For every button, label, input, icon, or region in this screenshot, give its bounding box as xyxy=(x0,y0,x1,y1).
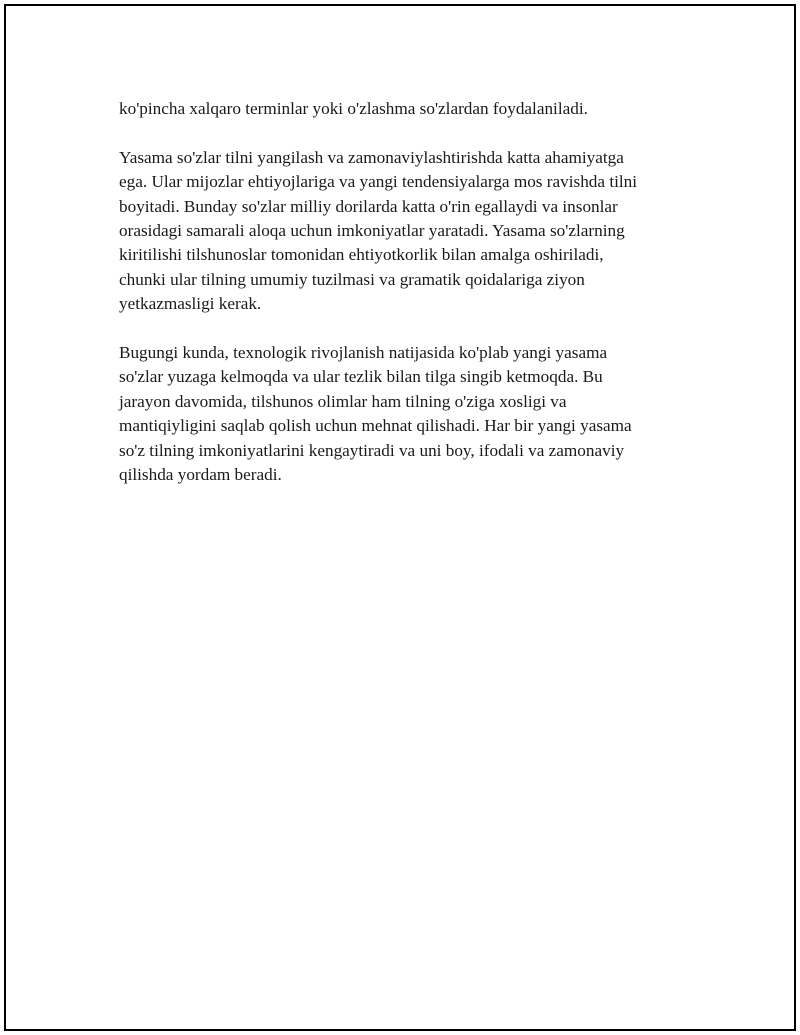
text-line: so'zlar yuzaga kelmoqda va ular tezlik bilan tilga singib ketmoqda. Bu xyxy=(119,367,603,387)
text-line: kiritilishi tilshunoslar tomonidan ehtiyotkorlik bilan amalga oshiriladi, xyxy=(119,245,604,265)
text-line: yetkazmasligi kerak. xyxy=(119,294,262,314)
paragraph-1 xyxy=(119,97,679,121)
text-line: ega. Ular mijozlar ehtiyojlariga va yangi tendensiyalarga mos ravishda tilni xyxy=(119,172,638,192)
text-line: jarayon davomida, tilshunos olimlar ham tilning o'ziga xosligi va xyxy=(119,391,567,411)
document-body xyxy=(119,97,679,512)
text-line: Bugungi kunda, texnologik rivojlanish natijasida ko'plab yangi yasama xyxy=(119,343,608,363)
document-page xyxy=(4,4,796,1031)
text-line: Yasama so'zlar tilni yangilash va zamonaviylashtirishda katta ahamiyatga xyxy=(119,147,624,167)
text-line: mantiqiyligini saqlab qolish uchun mehnat qilishadi. Har bir yangi yasama xyxy=(119,416,632,436)
text-line: orasidagi samarali aloqa uchun imkoniyatlar yaratadi. Yasama so'zlarning xyxy=(119,221,625,241)
text-line: boyitadi. Bunday so'zlar milliy dorilarda katta o'rin egallaydi va insonlar xyxy=(119,196,618,216)
text-line: ko'pincha xalqaro terminlar yoki o'zlashma so'zlardan foydalaniladi. xyxy=(119,99,588,118)
text-line: qilishda yordam beradi. xyxy=(119,465,282,485)
text-line: so'z tilning imkoniyatlarini kengaytiradi va uni boy, ifodali va zamonaviy xyxy=(119,440,625,460)
paragraph-3 xyxy=(119,341,679,487)
paragraph-2 xyxy=(119,146,679,317)
text-line: chunki ular tilning umumiy tuzilmasi va gramatik qoidalariga ziyon xyxy=(119,269,585,289)
